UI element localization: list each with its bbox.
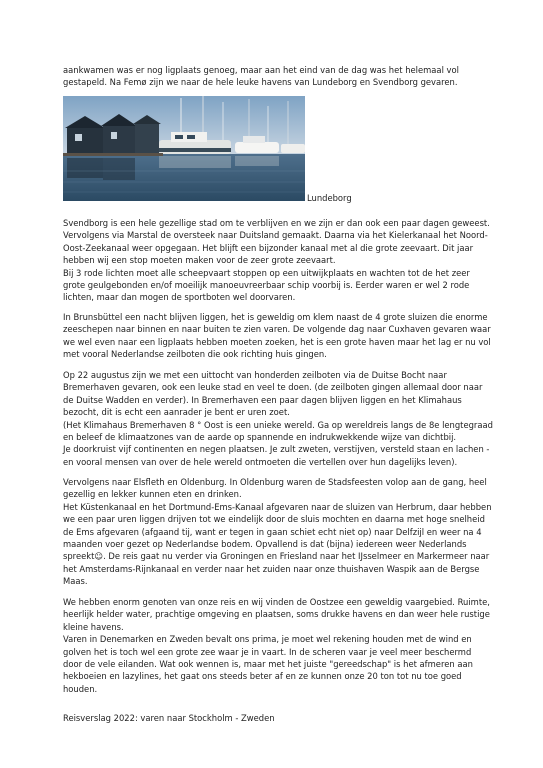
- text-line: Vervolgens naar Elsfleth en Oldenburg. In Oldenburg waren de Stadsfeesten volop aan de gang, heel: [63, 477, 487, 487]
- text-line: Svendborg is een hele gezellige stad om te verblijven en we zijn er dan ook een paar dagen geweest.: [63, 218, 490, 228]
- text-line: kleine havens.: [63, 621, 124, 632]
- text-line: en beleef de klimaatzones van de aarde op spannende en indrukwekkende wijze van dichtbij.: [63, 432, 457, 443]
- text-line: Je doorkruist vijf continenten en negen plaatsen. Je zult zweten, verstijven, versteld staan en lachen -: [63, 444, 490, 455]
- text-line: grote geulgebonden en/of moeilijk manoeuvreerbaar schip voorbij is. Eerder waren er wel 2 rode: [63, 280, 470, 291]
- text-line: We hebben enorm genoten van onze reis en wij vinden de Oostzee een geweldig vaargebied. Ruimte,: [63, 597, 490, 607]
- text-line: maanden voer gezet op Nederlandse bodem. Opvallend is dat (bijna) iedereen weer Nederlands: [63, 539, 467, 550]
- text-line: het Amsterdams-Rijnkanaal en verder naar het zuiden naar onze thuishaven Waspik aan de Bergse: [63, 563, 480, 574]
- text-line: Bij 3 rode lichten moet alle scheepvaart stoppen op een uitwijkplaats en wachten tot de het zeer: [63, 267, 470, 278]
- text-line: Varen in Denemarken en Zweden bevalt ons prima, je moet wel rekening houden met de wind en: [63, 634, 472, 645]
- text-line: de Duitse Wadden en verder). In Bremerhaven een paar dagen blijven liggen en het Klimahaus: [63, 394, 462, 405]
- photo-caption: Lundeborg: [307, 193, 352, 203]
- text-line: houden.: [63, 683, 98, 694]
- harbor-photo: [63, 96, 305, 201]
- text-line: Op 22 augustus zijn we met een uittocht van honderden zeilboten via de Duitse Bocht naar: [63, 370, 447, 380]
- text-line: door de vele eilanden. Wat ook wennen is, maar met het juiste "gereedschap" is het afmeren aan: [63, 659, 473, 670]
- paragraph-brunsbuttel: [63, 311, 491, 361]
- paragraph-oldenburg: [63, 476, 492, 588]
- text-line: Bremerhaven gevaren, ook een leuke stad en veel te doen. (de zeilboten gingen allemaal door naar: [63, 382, 483, 393]
- intro-paragraph: [63, 64, 483, 89]
- text-line: we wel even naar een ligplaats hebben moeten zoeken, het is een grote haven maar het lag er nu vol: [63, 336, 491, 347]
- text-line: Oost-Zeekanaal weer opgegaan. Het blijft een bijzonder kanaal met al die grote zeevaart. Dit jaar: [63, 242, 474, 253]
- text-line: bezocht, dit is echt een aanrader je bent er uren zoet.: [63, 407, 290, 418]
- text-line: gestapeld. Na Femø zijn we naar de hele leuke havens van Lundeborg en Svendborg gevaren.: [63, 77, 458, 88]
- paragraph-svendborg: [63, 217, 490, 304]
- text-line: spreekt☺. De reis gaat nu verder via Groningen en Friesland naar het IJsselmeer en Markermeer naar: [63, 551, 490, 562]
- text-line: met vooral Nederlandse zeilboten die ook richting huis gingen.: [63, 349, 327, 360]
- text-line: heerlijk helder water, prachtige omgeving en plaatsen, soms drukke havens en dan weer hele rustige: [63, 609, 490, 620]
- text-line: lichten, maar dan mogen de sportboten wel doorvaren.: [63, 292, 296, 303]
- paragraph-bremerhaven: [63, 369, 493, 468]
- text-line: golven het is toch wel een grote zee waar je in vaart. In de scheren vaar je veel meer beschermd: [63, 646, 472, 657]
- text-line: gezellig en lekker kunnen eten en drinken.: [63, 489, 242, 500]
- text-line: hebben wij een stop moeten maken voor de zeer grote zeevaart.: [63, 255, 336, 266]
- text-line: de Ems afgevaren (afgaand tij, want er tegen in gaan schiet echt niet op) naar Delfzijl en weer na 4: [63, 526, 482, 537]
- text-line: zeeschepen naar binnen en naar buiten te zien varen. De volgende dag naar Cuxhaven gevaren waar: [63, 324, 491, 335]
- paragraph-oostzee: [63, 596, 490, 695]
- text-line: en vooral mensen van over de hele wereld ontmoeten die vertellen over hun dagelijks leven).: [63, 456, 458, 467]
- lundeborg-harbor-image: [63, 96, 305, 201]
- text-line: aankwamen was er nog ligplaats genoeg, maar aan het eind van de dag was het helemaal vol: [63, 65, 459, 75]
- text-line: Maas.: [63, 576, 88, 587]
- text-line: hekboeien en lazylines, het gaat ons steeds beter af en ze kunnen onze 20 ton tot nu toe goed: [63, 671, 462, 682]
- footer-title: Reisverslag 2022: varen naar Stockholm - Zweden: [63, 713, 275, 723]
- text-line: we een paar uren liggen drijven tot we eindelijk door de sluis mochten en daarna met hoge snelheid: [63, 514, 485, 525]
- text-line: In Brunsbüttel een nacht blijven liggen, het is geweldig om klem naast de 4 grote sluizen die enorme: [63, 312, 488, 322]
- text-line: (Het Klimahaus Bremerhaven 8 ° Oost is een unieke wereld. Ga op wereldreis langs de 8e lengtegraad: [63, 419, 493, 430]
- text-line: Het Küstenkanaal en het Dortmund-Ems-Kanaal afgevaren naar de sluizen van Herbrum, daar hebben: [63, 501, 492, 512]
- text-line: Vervolgens via Marstal de oversteek naar Duitsland gemaakt. Daarna via het Kielerkanaal het Noord-: [63, 230, 488, 241]
